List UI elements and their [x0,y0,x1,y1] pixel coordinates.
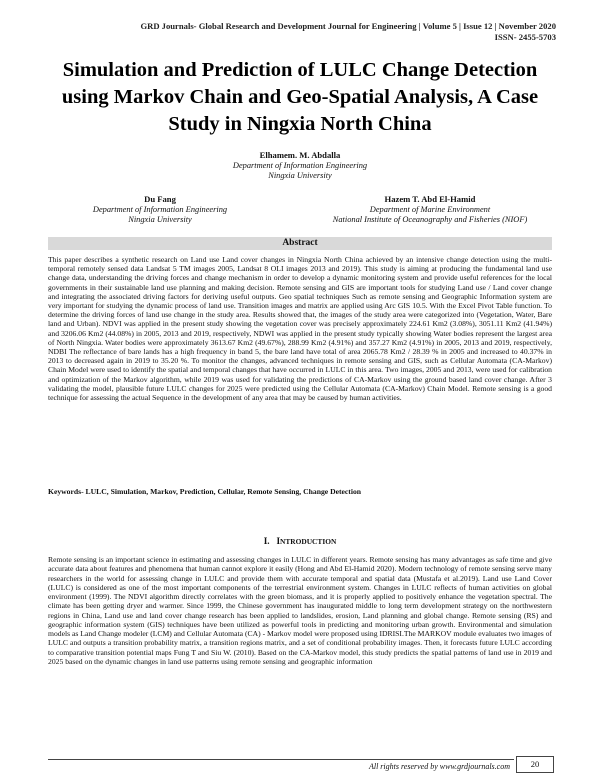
author-main [150,150,450,182]
author-name: Elhamem. M. Abdalla [259,150,341,160]
footer-divider [48,759,514,760]
journal-line: GRD Journals- Global Research and Development Journal for Engineering | Volume 5 | Issue 12 | November 2020 [140,21,556,31]
journal-website-link[interactable]: www.grdjournals.com [439,762,510,771]
section-title-rest: NTRODUCTION [280,537,337,546]
abstract-heading: Abstract [48,237,552,250]
author-department: Department of Information Engineering [232,160,368,170]
introduction-text: Remote sensing is an important science in estimating and assessing changes in LULC in different years. Remote sensing has many advantages as safe time and give accurate data about features and phenomena that human cannot explore it easily (Hong and Abd El-Hamid 2020). Modern technology of remote sensing serve many researchers in the world for assessing change in LULC and provide them with accurate temporal and spatial data (Mustafa et al.2019). Land use Land Cover (LULC) is considered as one of the most important components of the terrestrial environment system. Changes in LULC reflects of human activities on global environment (1999). The NDVI algorithm directly correlates with the green biomass, and it is properly applied to positively enhance the vegetation spectral. The climate has been getting dryer and warmer. Since 1999, the Chinese government has inaugurated middle to long term development strategy on the northwestern regions in China, Land use and land cover change research has been applied to landslides, erosion, Land planning and global change. Remote sensing (RS) and geographic information system (GIS) techniques have been utilized as powerful tools in predicting and monitoring urban growth. Environmental and simulation models as Land Change modeler (LCM) and Cellular Automata (CA) - Markov model were proposed using IDRISI.The MARKOV module evaluates two images of LULC and outputs a transition probability matrix, a transition regions matrix, and a set of conditional probability images. Then, it forecasts future LULC according to comparative transition potential maps Fung T and Siu W. (2010). Based on the CA-Markov model, this study predicts the spatial patterns of land use in 2019 and 2025 based on the dynamic changes in land use patterns using remote sensing and geographic information [48,555,552,666]
journal-header [140,21,556,43]
author-institution: National Institute of Oceanography and Fisheries (NIOF) [332,215,528,224]
page-number: 20 [516,756,554,773]
author-institution: Ningxia University [268,171,332,180]
issn: ISSN- 2455-5703 [494,32,556,42]
rights-prefix: All rights reserved by [368,762,440,771]
keywords: Keywords- LULC, Simulation, Markov, Prediction, Cellular, Remote Sensing, Change Detection [48,487,362,496]
section-heading [48,536,552,547]
author-department: Department of Information Engineering [92,204,228,214]
paper-title: Simulation and Prediction of LULC Change Detection using Markov Chain and Geo-Spatial Analysis, A Case Study in Ningxia North China [61,59,539,135]
section-number: I. [263,536,270,546]
author-department: Department of Marine Environment [369,204,491,214]
section-title-first: I [276,536,281,546]
author-right [300,194,560,226]
abstract-text: This paper describes a synthetic research on Land use Land cover changes in Ningxia North China achieved by an intensive change detection using the multi-temporal remotely sensed data Landsat 5 TM images 2005, Landsat 8 OLI images 2013 and 2019). This study is aiming at producing the fundamental land use change data, understanding the driving forces and change mechanism in order to develop a dynamic monitoring system and provide useful references for the local governments in their sustainable land use planning and making decision. Remote sensing and GIS are important tools for studying Land use / Land cover change and integrating the associated driving factors for deriving useful outputs. Geo spatial techniques Such as remote sensing and Geographic Information system are very important for studying the dynamic process of land use. Transition images and matrix are applied using Arc GIS 10.5. With the Excel Pivot Table function. To determine the driving forces of land use change in the study area. Results showed that, the images of the study area were categorized into (Vegetation, Water, Bare land and Urban). NDVI was applied in the present study showing the vegetation cover was precisely approximately 224.61 Km2 (3.08%), 3051.11 Km2 (41.94%) and 3206.06 Km2 (44.08%) in 2005, 2013 and 2019, respectively, NDWI was applied in the present study typically showing Water bodies represent the largest area of North Ningxia. Water bodies were approximately 3613.67 Km2 (49.67%), 288.99 Km2 (4.91%) and 357.27 Km2 (4.91%) in 2005, 2013 and 2019, respectively, NDBI The reflectance of bare lands has a high frequency in band 5, the bare land have total of area 2065.78 Km2 / 28.39 % in 2005 and increased to 40.37% in 2013 to decreased again in 2019 to 35.20 %. To monitor the changes, advanced techniques in remote sensing and GIS, such as Cellular Automata (CA-Markov) Chain Model were used to identify the spatial and temporal changes that have occurred in LULC in this area. Two images, 2005 and 2013, were used for calibration and optimization of the Markov algorithm, while 2019 was used for validating the predictions of CA-Markov using the ground based land cover change. After 3 validating the model, plausible future LULC changes for 2025 were predicted using the Cellular Automata (CA-Markov) Chain Model. Remote sensing is a good technique for assessing the actual Sequence in the development of any area that may be caused by human activities. [48,255,552,403]
author-institution: Ningxia University [128,215,192,224]
footer-rights [369,762,510,772]
author-name: Du Fang [144,194,176,204]
author-left [60,194,260,226]
author-name: Hazem T. Abd El-Hamid [384,194,476,204]
